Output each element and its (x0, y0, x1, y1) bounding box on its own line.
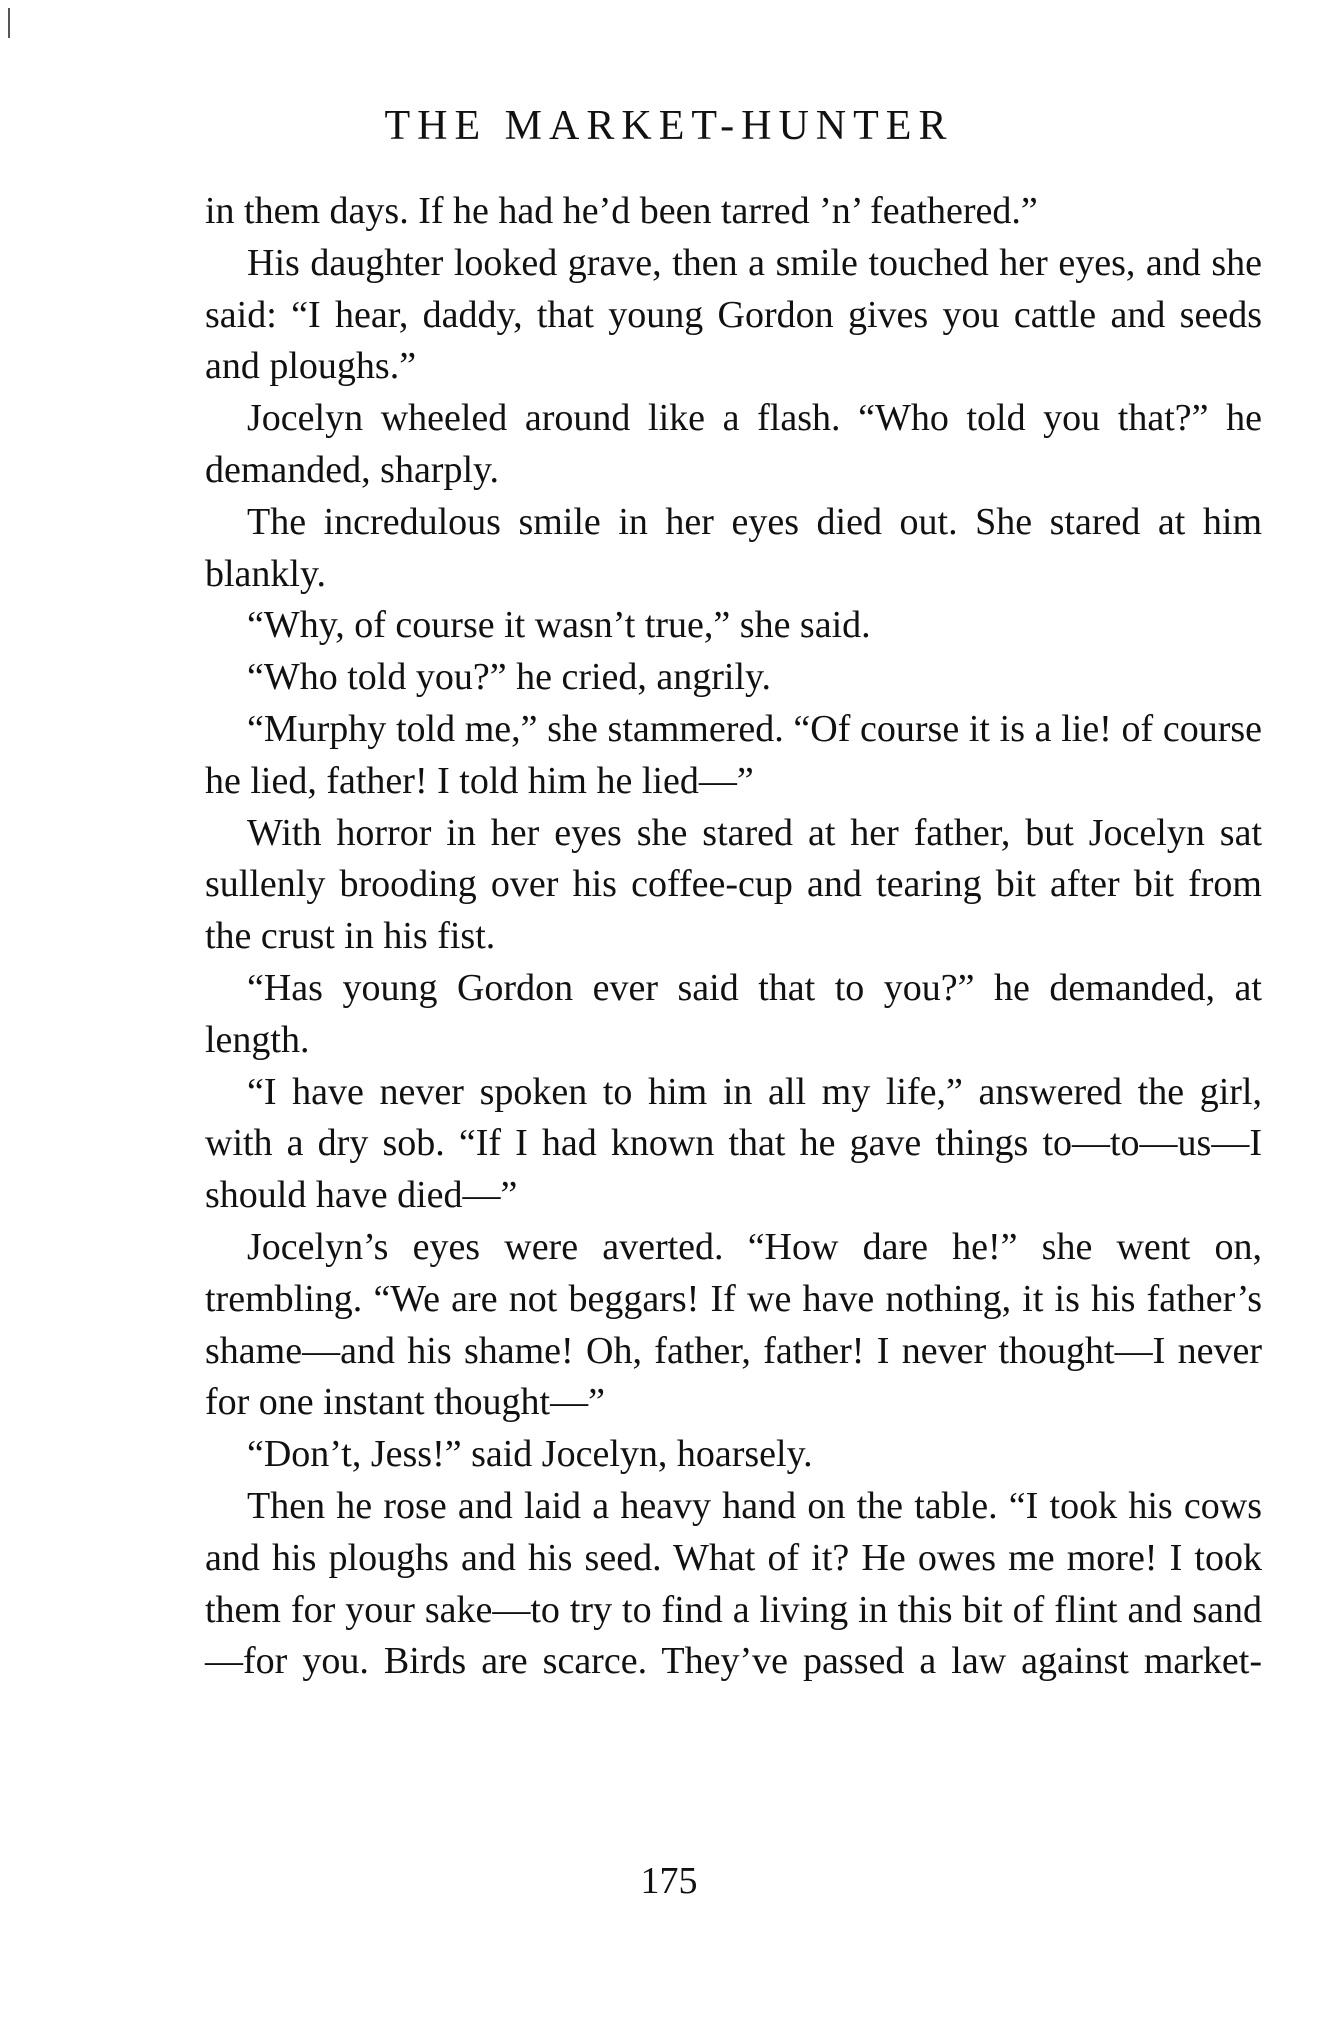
paragraph: Jocelyn’s eyes were averted. “How dare he!” she went on, trembling. “We are not beggars! If we have nothing, it is his father’s shame—and his shame! Oh, father, father! I never thought—I never for one instant thought—” (205, 1225, 1262, 1424)
paragraph: in them days. If he had he’d been tarred ’n’ feathered.” (205, 190, 1038, 232)
paragraph: Jocelyn wheeled around like a flash. “Who told you that?” he demanded, sharply. (205, 397, 1262, 491)
paragraph: “Why, of course it wasn’t true,” she said. (247, 604, 871, 647)
paragraph: “Don’t, Jess!” said Jocelyn, hoarsely. (247, 1433, 813, 1476)
paragraph: Then he rose and laid a heavy hand on the table. “I took his cows and his ploughs and his seed. What of it? He owes me more! I took them for your sake—to try to find a living in this bit of flint and sand—for you. Birds are scarce. They’ve passed a law against market- (205, 1484, 1262, 1683)
paragraph: The incredulous smile in her eyes died out. She stared at him blankly. (205, 500, 1262, 595)
paragraph: “Murphy told me,” she stammered. “Of course it is a lie! of course he lied, father! I told him he lied—” (205, 707, 1262, 802)
paragraph: With horror in her eyes she stared at her father, but Jocelyn sat sullenly brooding over his coffee-cup and tearing bit after bit from the crust in his fist. (205, 811, 1262, 958)
paragraph: “I have never spoken to him in all my life,” answered the girl, with a dry sob. “If I had known that he gave things to—to—us—I should have died—” (205, 1070, 1262, 1217)
paragraph: His daughter looked grave, then a smile touched her eyes, and she said: “I hear, daddy, that young Gordon gives you cattle and seeds and ploughs.” (205, 241, 1262, 388)
paragraph: “Has young Gordon ever said that to you?” he demanded, at length. (205, 966, 1262, 1061)
page-number: 175 (640, 1860, 698, 1902)
running-head: THE MARKET-HUNTER (384, 103, 954, 149)
paragraph: “Who told you?” he cried, angrily. (247, 656, 772, 699)
body-text (205, 186, 1262, 1688)
scan-edge-mark (8, 8, 10, 38)
